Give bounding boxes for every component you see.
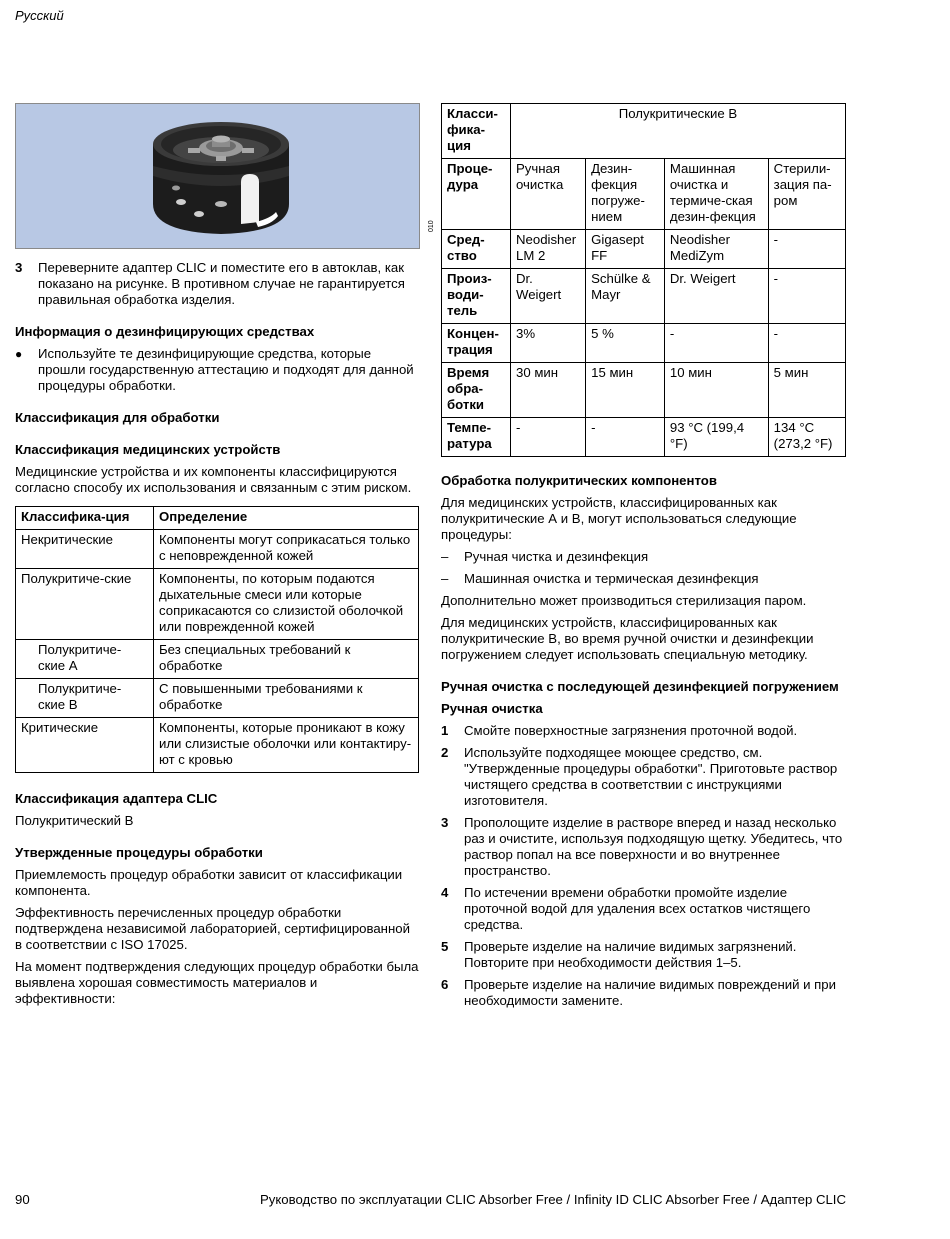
table-cell: Schülke & Mayr xyxy=(586,269,665,324)
step-item xyxy=(441,977,846,1009)
table-header-row xyxy=(16,507,419,530)
step-number: 5 xyxy=(441,939,449,954)
table-header-cell: Класси-фика-ция xyxy=(442,104,511,159)
table-row xyxy=(442,159,846,230)
table-cell: 10 мин xyxy=(664,363,768,418)
table-cell: Dr. Weigert xyxy=(511,269,586,324)
table-cell: 30 мин xyxy=(511,363,586,418)
semicritical-paragraph: Дополнительно может производиться стерилизация паром. xyxy=(441,593,807,608)
procedures-table xyxy=(441,103,846,457)
medical-devices-text: Медицинские устройства и их компоненты классифицируются согласно способу их использования и связанным с этим риском. xyxy=(15,464,412,495)
manual-cleaning-heading: Ручная очистка xyxy=(441,701,543,716)
semicritical-heading: Обработка полукритических компонентов xyxy=(441,473,717,488)
table-row xyxy=(442,269,846,324)
classification-table xyxy=(15,506,419,773)
step-text: Прополощите изделие в растворе вперед и назад несколько раз и очистите, используя подходящую щетку. Убедитесь, что раствор попал на все поверхности и во внутреннее пространство. xyxy=(464,815,843,878)
table-cell: С повышенными требованиями к обработке xyxy=(154,679,419,718)
page-language: Русский xyxy=(15,8,64,23)
step-number: 3 xyxy=(15,260,23,275)
approved-paragraph: Эффективность перечисленных процедур обработки подтверждена независимой лабораторией, сертифицированной в соответствии с ISO 17025. xyxy=(15,905,410,952)
step-number: 3 xyxy=(441,815,449,830)
table-cell: Компоненты могут соприкасаться только с неповрежденной кожей xyxy=(154,530,419,569)
adapter-figure xyxy=(15,103,435,249)
medical-devices-heading: Классификация медицинских устройств xyxy=(15,442,281,457)
step-text: Переверните адаптер CLIC и поместите его в автоклав, как показано на рисунке. В противном случае не гарантируется правильная обработка изделия. xyxy=(38,260,405,307)
clic-classification-text: Полукритический В xyxy=(15,813,134,828)
table-cell: 5 % xyxy=(586,324,665,363)
step-text: Смойте поверхностные загрязнения проточной водой. xyxy=(464,723,798,738)
step-text: Проверьте изделие на наличие видимых загрязнений. Повторите при необходимости действия 1–5. xyxy=(464,939,797,970)
table-cell: Некритические xyxy=(16,530,154,569)
table-cell: Gigasept FF xyxy=(586,230,665,269)
table-cell: Проце-дура xyxy=(442,159,511,230)
step-text: Используйте подходящее моющее средство, см. "Утвержденные процедуры обработки". Приготовьте раствор чистящего средства в соответствии с инструкциями изготовителя. xyxy=(464,745,838,808)
table-cell: 93 °C (199,4 °F) xyxy=(664,418,768,457)
dash-text: Машинная очистка и термическая дезинфекция xyxy=(464,571,759,586)
manual-disinfection-heading: Ручная очистка с последующей дезинфекцией погружением xyxy=(441,679,839,694)
clic-adapter-illustration xyxy=(16,104,419,248)
step-item xyxy=(441,885,846,933)
table-cell: Компоненты, по которым подаются дыхательные смеси или которые соприкасаются со слизистой оболочкой или поврежденной кожей xyxy=(154,569,419,640)
table-cell: - xyxy=(586,418,665,457)
dash-text: Ручная чистка и дезинфекция xyxy=(464,549,649,564)
page-number: 90 xyxy=(15,1192,30,1207)
step-text: Проверьте изделие на наличие видимых повреждений и при необходимости замените. xyxy=(464,977,837,1008)
disinfectant-heading: Информация о дезинфицирующих средствах xyxy=(15,324,315,339)
semicritical-paragraph: Для медицинских устройств, классифицированных как полукритические А и В, могут использоваться следующие процедуры: xyxy=(441,495,797,542)
table-cell: 15 мин xyxy=(586,363,665,418)
table-header-cell: Полукритические В xyxy=(511,104,846,159)
approved-paragraph: Приемлемость процедур обработки зависит от классификации компонента. xyxy=(15,867,403,898)
table-row xyxy=(442,230,846,269)
step-item xyxy=(441,939,846,971)
right-column xyxy=(441,103,846,1015)
table-cell: - xyxy=(768,269,845,324)
step-number: 6 xyxy=(441,977,449,992)
table-cell: Машинная очистка и термиче-ская дезин-фекция xyxy=(664,159,768,230)
bullet-item xyxy=(15,346,419,394)
clic-classification-heading: Классификация адаптера CLIC xyxy=(15,791,218,806)
step-number: 4 xyxy=(441,885,449,900)
table-header-cell: Определение xyxy=(154,507,419,530)
step-number: 1 xyxy=(441,723,449,738)
table-cell: - xyxy=(511,418,586,457)
left-column xyxy=(15,103,435,1013)
table-cell: 134 °C (273,2 °F) xyxy=(768,418,845,457)
table-cell: Произ-води-тель xyxy=(442,269,511,324)
table-cell: - xyxy=(768,324,845,363)
dash-icon: – xyxy=(441,571,449,586)
table-cell: 3% xyxy=(511,324,586,363)
footer-title: Руководство по эксплуатации CLIC Absorber Free / Infinity ID CLIC Absorber Free / Адаптер CLIC xyxy=(260,1192,846,1207)
step-item xyxy=(441,723,846,739)
table-cell: Dr. Weigert xyxy=(664,269,768,324)
figure-code: 010 xyxy=(428,220,435,232)
table-row xyxy=(16,569,419,640)
table-row xyxy=(16,640,419,679)
table-cell: - xyxy=(664,324,768,363)
step-item xyxy=(441,815,846,879)
table-row xyxy=(442,324,846,363)
table-cell: - xyxy=(768,230,845,269)
table-row xyxy=(16,718,419,773)
step-item xyxy=(441,745,846,809)
bullet-text: Используйте те дезинфицирующие средства, которые прошли государственную аттестацию и подходят для данной процедуры обработки. xyxy=(38,346,414,393)
bullet-icon: ● xyxy=(15,347,23,361)
table-cell: Полукритиче-ские В xyxy=(16,679,154,718)
table-cell: Полукритиче-ские xyxy=(16,569,154,640)
table-cell: Neodisher MediZym xyxy=(664,230,768,269)
step-text: По истечении времени обработки промойте изделие проточной водой для удаления всех остатков чистящего средства. xyxy=(464,885,811,932)
step-number: 2 xyxy=(441,745,449,760)
table-cell: Время обра-ботки xyxy=(442,363,511,418)
table-header-row xyxy=(442,104,846,159)
table-cell: 5 мин xyxy=(768,363,845,418)
table-cell: Концен-трация xyxy=(442,324,511,363)
dash-icon: – xyxy=(441,549,449,564)
table-cell: Критические xyxy=(16,718,154,773)
table-cell: Темпе-ратура xyxy=(442,418,511,457)
table-row xyxy=(16,679,419,718)
table-row xyxy=(442,363,846,418)
semicritical-paragraph: Для медицинских устройств, классифицированных как полукритические В, во время ручной очистки и дезинфекции погружением следует использовать специальную методику. xyxy=(441,615,814,662)
table-cell: Ручная очистка xyxy=(511,159,586,230)
table-cell: Сред-ство xyxy=(442,230,511,269)
table-row xyxy=(442,418,846,457)
table-header-cell: Классифика-ция xyxy=(16,507,154,530)
dash-item xyxy=(441,571,846,587)
approved-paragraph: На момент подтверждения следующих процедур обработки была выявлена хорошая совместимость материалов и эффективности: xyxy=(15,959,419,1006)
dash-item xyxy=(441,549,846,565)
table-cell: Стерили-зация па-ром xyxy=(768,159,845,230)
table-row xyxy=(16,530,419,569)
step-item xyxy=(15,260,419,308)
table-cell: Neodisher LM 2 xyxy=(511,230,586,269)
table-cell: Полукритиче-ские А xyxy=(16,640,154,679)
table-cell: Компоненты, которые проникают в кожу или слизистые оболочки или контактиру-ют с кровью xyxy=(154,718,419,773)
classification-heading: Классификация для обработки xyxy=(15,410,220,425)
table-cell: Без специальных требований к обработке xyxy=(154,640,419,679)
table-cell: Дезин-фекция погруже-нием xyxy=(586,159,665,230)
approved-procedures-heading: Утвержденные процедуры обработки xyxy=(15,845,263,860)
